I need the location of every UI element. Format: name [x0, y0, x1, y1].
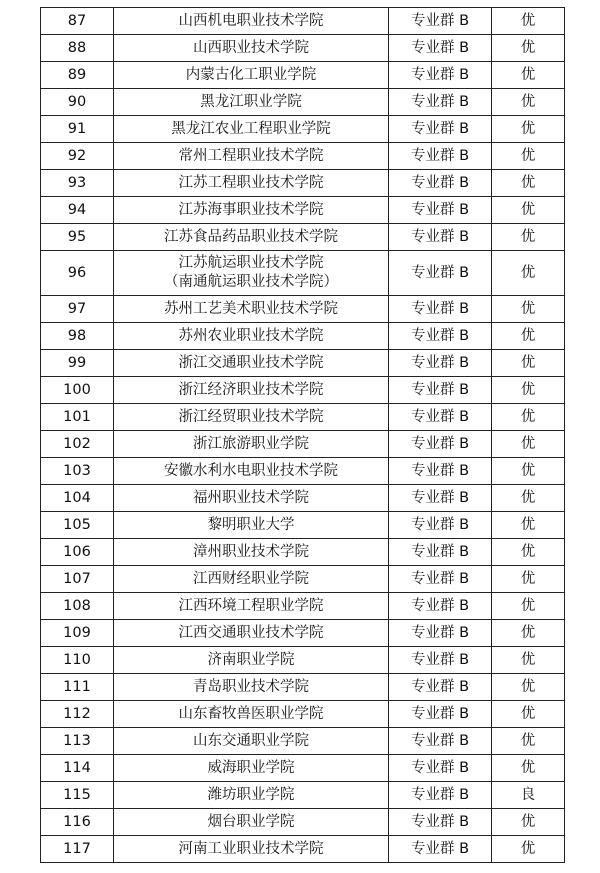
row-number: 102	[41, 431, 114, 458]
program-group: 专业群 B	[389, 35, 492, 62]
program-group: 专业群 B	[389, 809, 492, 836]
row-number: 107	[41, 566, 114, 593]
table-row	[41, 377, 565, 404]
program-group: 专业群 B	[389, 728, 492, 755]
table-row	[41, 116, 565, 143]
program-group: 专业群 B	[389, 512, 492, 539]
grade: 优	[492, 809, 565, 836]
row-number: 113	[41, 728, 114, 755]
program-group: 专业群 B	[389, 62, 492, 89]
program-group: 专业群 B	[389, 197, 492, 224]
grade: 优	[492, 62, 565, 89]
program-group: 专业群 B	[389, 539, 492, 566]
program-group: 专业群 B	[389, 755, 492, 782]
school-name-line: 漳州职业技术学院	[193, 543, 309, 560]
school-name-line: 烟台职业学院	[207, 813, 295, 830]
school-name	[114, 512, 389, 539]
school-name	[114, 647, 389, 674]
row-number: 116	[41, 809, 114, 836]
table-row	[41, 8, 565, 35]
program-group: 专业群 B	[389, 8, 492, 35]
school-name-line: 安徽水利水电职业技术学院	[164, 462, 338, 479]
school-name-line: 江苏工程职业技术学院	[178, 174, 324, 191]
row-number: 100	[41, 377, 114, 404]
row-number: 117	[41, 836, 114, 863]
row-number: 95	[41, 224, 114, 251]
program-group: 专业群 B	[389, 296, 492, 323]
table-row	[41, 296, 565, 323]
program-group: 专业群 B	[389, 251, 492, 296]
school-name-line: 苏州农业职业技术学院	[178, 327, 324, 344]
school-name	[114, 62, 389, 89]
grade: 优	[492, 35, 565, 62]
school-name-line: 山西职业技术学院	[193, 39, 309, 56]
row-number: 114	[41, 755, 114, 782]
program-group: 专业群 B	[389, 143, 492, 170]
program-group: 专业群 B	[389, 566, 492, 593]
school-name	[114, 809, 389, 836]
school-name	[114, 116, 389, 143]
school-name-line: 浙江旅游职业学院	[193, 435, 309, 452]
program-group: 专业群 B	[389, 836, 492, 863]
school-name-line: 黑龙江农业工程职业学院	[171, 120, 331, 137]
school-name-line: 潍坊职业学院	[207, 786, 295, 803]
grade: 优	[492, 647, 565, 674]
school-name	[114, 458, 389, 485]
school-name	[114, 485, 389, 512]
grade: 优	[492, 323, 565, 350]
row-number: 112	[41, 701, 114, 728]
program-group: 专业群 B	[389, 647, 492, 674]
school-name	[114, 728, 389, 755]
table-row	[41, 89, 565, 116]
school-name	[114, 296, 389, 323]
school-name	[114, 170, 389, 197]
school-name	[114, 566, 389, 593]
school-name-line: 威海职业学院	[207, 759, 295, 776]
row-number: 87	[41, 8, 114, 35]
grade: 优	[492, 143, 565, 170]
school-name	[114, 197, 389, 224]
school-name-line: 山东交通职业学院	[193, 732, 309, 749]
grade: 优	[492, 116, 565, 143]
table-row	[41, 458, 565, 485]
grade: 优	[492, 620, 565, 647]
school-name	[114, 701, 389, 728]
grade: 优	[492, 593, 565, 620]
school-name	[114, 143, 389, 170]
grade: 良	[492, 782, 565, 809]
grade: 优	[492, 431, 565, 458]
school-name	[114, 431, 389, 458]
school-name-line: 福州职业技术学院	[193, 489, 309, 506]
school-name-line: 江苏海事职业技术学院	[178, 201, 324, 218]
table-row	[41, 809, 565, 836]
row-number: 94	[41, 197, 114, 224]
program-group: 专业群 B	[389, 593, 492, 620]
row-number: 98	[41, 323, 114, 350]
grade: 优	[492, 224, 565, 251]
program-group: 专业群 B	[389, 431, 492, 458]
school-name-line: 济南职业学院	[207, 651, 295, 668]
program-group: 专业群 B	[389, 323, 492, 350]
grade: 优	[492, 512, 565, 539]
school-name-line: 山西机电职业技术学院	[178, 12, 324, 29]
school-name-line: 江西财经职业学院	[193, 570, 309, 587]
grade: 优	[492, 377, 565, 404]
table-row	[41, 674, 565, 701]
table-row	[41, 170, 565, 197]
row-number: 103	[41, 458, 114, 485]
school-name	[114, 404, 389, 431]
row-number: 111	[41, 674, 114, 701]
grade: 优	[492, 836, 565, 863]
table-row	[41, 431, 565, 458]
row-number: 97	[41, 296, 114, 323]
school-name	[114, 782, 389, 809]
school-name-line: 浙江经贸职业技术学院	[178, 408, 324, 425]
school-name-line: 江苏航运职业技术学院	[178, 255, 324, 271]
table-row	[41, 35, 565, 62]
table-row	[41, 485, 565, 512]
grade: 优	[492, 701, 565, 728]
grade: 优	[492, 251, 565, 296]
program-group: 专业群 B	[389, 620, 492, 647]
table-row	[41, 323, 565, 350]
school-name	[114, 323, 389, 350]
school-name	[114, 350, 389, 377]
program-group: 专业群 B	[389, 170, 492, 197]
school-name-line: 江西交通职业技术学院	[178, 624, 324, 641]
grade: 优	[492, 566, 565, 593]
school-name	[114, 35, 389, 62]
school-name-line: （南通航运职业技术学院）	[164, 274, 338, 290]
school-name	[114, 620, 389, 647]
school-name	[114, 593, 389, 620]
program-group: 专业群 B	[389, 350, 492, 377]
results-table-body	[41, 8, 565, 863]
table-row	[41, 350, 565, 377]
row-number: 90	[41, 89, 114, 116]
school-name-line: 黎明职业大学	[207, 516, 295, 533]
school-name-line: 浙江经济职业技术学院	[178, 381, 324, 398]
school-name	[114, 377, 389, 404]
school-name-line: 青岛职业技术学院	[193, 678, 309, 695]
table-row	[41, 728, 565, 755]
program-group: 专业群 B	[389, 89, 492, 116]
row-number: 92	[41, 143, 114, 170]
row-number: 91	[41, 116, 114, 143]
row-number: 96	[41, 251, 114, 296]
row-number: 108	[41, 593, 114, 620]
table-row	[41, 593, 565, 620]
school-name-line: 苏州工艺美术职业技术学院	[164, 300, 338, 317]
grade: 优	[492, 170, 565, 197]
table-row	[41, 251, 565, 296]
school-name-line: 内蒙古化工职业学院	[185, 66, 317, 83]
school-name	[114, 674, 389, 701]
row-number: 88	[41, 35, 114, 62]
program-group: 专业群 B	[389, 782, 492, 809]
school-name-line: 山东畜牧兽医职业学院	[178, 705, 324, 722]
school-name	[114, 251, 389, 296]
school-name-line: 河南工业职业技术学院	[178, 840, 324, 857]
grade: 优	[492, 755, 565, 782]
table-row	[41, 836, 565, 863]
grade: 优	[492, 8, 565, 35]
grade: 优	[492, 89, 565, 116]
school-name	[114, 224, 389, 251]
table-row	[41, 647, 565, 674]
row-number: 101	[41, 404, 114, 431]
grade: 优	[492, 350, 565, 377]
row-number: 115	[41, 782, 114, 809]
program-group: 专业群 B	[389, 674, 492, 701]
school-name-line: 常州工程职业技术学院	[178, 147, 324, 164]
table-row	[41, 62, 565, 89]
school-name-line: 江西环境工程职业学院	[178, 597, 324, 614]
table-row	[41, 512, 565, 539]
table-row	[41, 701, 565, 728]
program-group: 专业群 B	[389, 701, 492, 728]
grade: 优	[492, 404, 565, 431]
table-row	[41, 566, 565, 593]
table-row	[41, 224, 565, 251]
program-group: 专业群 B	[389, 224, 492, 251]
school-name-line: 黑龙江职业学院	[200, 93, 302, 110]
grade: 优	[492, 296, 565, 323]
school-name	[114, 755, 389, 782]
school-name	[114, 89, 389, 116]
program-group: 专业群 B	[389, 377, 492, 404]
row-number: 110	[41, 647, 114, 674]
table-row	[41, 404, 565, 431]
row-number: 105	[41, 512, 114, 539]
program-group: 专业群 B	[389, 458, 492, 485]
row-number: 89	[41, 62, 114, 89]
school-name	[114, 539, 389, 566]
row-number: 106	[41, 539, 114, 566]
school-name-line: 江苏食品药品职业技术学院	[164, 228, 338, 245]
table-row	[41, 143, 565, 170]
program-group: 专业群 B	[389, 485, 492, 512]
grade: 优	[492, 197, 565, 224]
program-group: 专业群 B	[389, 116, 492, 143]
table-row	[41, 197, 565, 224]
table-row	[41, 620, 565, 647]
grade: 优	[492, 728, 565, 755]
table-row	[41, 782, 565, 809]
results-table	[40, 7, 565, 863]
row-number: 93	[41, 170, 114, 197]
grade: 优	[492, 674, 565, 701]
school-name	[114, 836, 389, 863]
program-group: 专业群 B	[389, 404, 492, 431]
row-number: 99	[41, 350, 114, 377]
grade: 优	[492, 485, 565, 512]
grade: 优	[492, 458, 565, 485]
table-row	[41, 539, 565, 566]
row-number: 109	[41, 620, 114, 647]
table-row	[41, 755, 565, 782]
school-name-line: 浙江交通职业技术学院	[178, 354, 324, 371]
school-name	[114, 8, 389, 35]
grade: 优	[492, 539, 565, 566]
row-number: 104	[41, 485, 114, 512]
